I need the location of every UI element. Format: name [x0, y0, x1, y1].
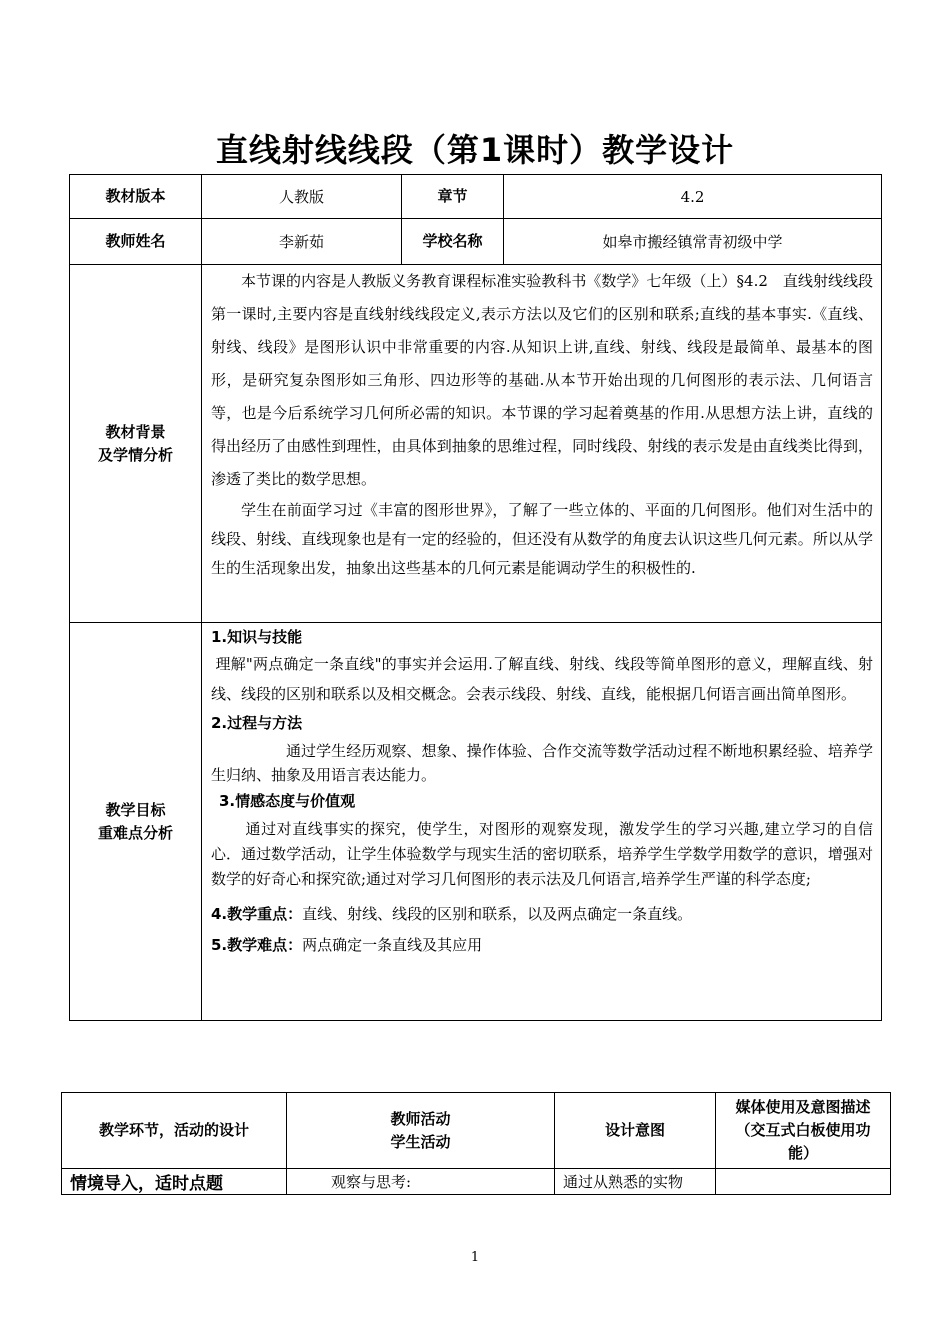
difficult-point-label: 5.教学难点：: [211, 936, 303, 954]
chapter-value: 4.2: [504, 175, 882, 219]
goal-difficult-point: [211, 933, 873, 957]
teacher-value: 李新茹: [202, 219, 402, 265]
difficult-point-text: 两点确定一条直线及其应用: [302, 936, 483, 954]
header-intent: 设计意图: [555, 1093, 716, 1169]
header-activity-teacher: 教师活动: [390, 1109, 451, 1128]
goals-label-line1: 教学目标: [105, 800, 166, 819]
textbook-label: 教材版本: [70, 175, 202, 219]
lesson-info-table: [69, 174, 882, 1021]
goal-heading-knowledge: 1.知识与技能: [211, 628, 303, 646]
header-stage: 教学环节，活动的设计: [62, 1093, 287, 1169]
row-activity: 观察与思考:: [287, 1169, 555, 1195]
background-label-line2: 及学情分析: [97, 445, 173, 464]
background-label: [70, 265, 202, 623]
key-point-text: 直线、射线、线段的区别和联系，以及两点确定一条直线。: [302, 905, 693, 923]
teaching-process-table: [61, 1092, 891, 1195]
goal-key-point: [211, 902, 873, 926]
background-analysis-text: [202, 265, 882, 623]
header-media: [716, 1093, 891, 1169]
school-label: 学校名称: [402, 219, 504, 265]
goal-heading-attitude: 3.情感态度与价值观: [219, 792, 356, 810]
header-media-line1: 媒体使用及意图描述: [735, 1098, 871, 1116]
background-paragraph-1: 本节课的内容是人教版义务教育课程标准实验教科书《数学》七年级（上）§4.2 直线射线线段第一课时,主要内容是直线射线线段定义,表示方法以及它们的区别和联系;直线的基本事实.《直线、射线、线段》是图形认识中非常重要的内容.从知识上讲,直线、射线、线段是最简单、最基本的图形，是研究复杂图形如三角形、四边形等的基础.从本节开始出现的几何图形的表示法、几何语言等，也是今后系统学习几何所必需的知识。本节课的学习起着奠基的作用.从思想方法上讲，直线的得出经历了由感性到理性，由具体到抽象的思维过程，同时线段、射线的表示发是由直线类比得到，渗透了类比的数学思想。: [211, 272, 873, 488]
goals-label: [70, 623, 202, 1021]
teacher-label: 教师姓名: [70, 219, 202, 265]
row-media: [716, 1169, 891, 1195]
goal-heading-process: 2.过程与方法: [211, 714, 303, 732]
header-media-line3: 能）: [787, 1144, 818, 1162]
teaching-goals-text: [202, 623, 882, 1021]
textbook-value: 人教版: [202, 175, 402, 219]
goal-body-attitude: 通过对直线事实的探究，使学生，对图形的观察发现，激发学生的学习兴趣,建立学习的自信心．通过数学活动，让学生体验数学与现实生活的密切联系，培养学生学数学用数学的意识，增强对数学的好奇心和探究欲;通过对学习几何图形的表示法及几何语言,培养学生严谨的科学态度;: [211, 820, 873, 888]
goal-body-knowledge: 理解"两点确定一条直线"的事实并会运用.了解直线、射线、线段等简单图形的意义，理解直线、射线、线段的区别和联系以及相交概念。会表示线段、射线、直线，能根据几何语言画出简单图形。: [211, 655, 873, 703]
page-number: 1: [470, 1250, 480, 1265]
background-label-line1: 教材背景: [105, 422, 166, 441]
key-point-label: 4.教学重点：: [211, 905, 303, 923]
chapter-label: 章节: [402, 175, 504, 219]
row-intent: 通过从熟悉的实物: [555, 1169, 716, 1195]
background-paragraph-2: 学生在前面学习过《丰富的图形世界》，了解了一些立体的、平面的几何图形。他们对生活中的线段、射线、直线现象也是有一定的经验的，但还没有从数学的角度去认识这些几何元素。所以从学生的生活现象出发，抽象出这些基本的几何元素是能调动学生的积极性的.: [211, 501, 873, 577]
row-stage: 情境导入，适时点题: [62, 1169, 287, 1195]
header-activity-student: 学生活动: [390, 1132, 451, 1151]
header-activity: [287, 1093, 555, 1169]
goals-label-line2: 重难点分析: [97, 823, 173, 842]
school-value: 如皋市搬经镇常青初级中学: [504, 219, 882, 265]
goal-body-process: 通过学生经历观察、想象、操作体验、合作交流等数学活动过程不断地积累经验、培养学生归纳、抽象及用语言表达能力。: [211, 742, 873, 784]
document-title: 直线射线线段（第1课时）教学设计: [215, 131, 735, 169]
header-media-line2: （交互式白板使用功: [735, 1121, 871, 1139]
